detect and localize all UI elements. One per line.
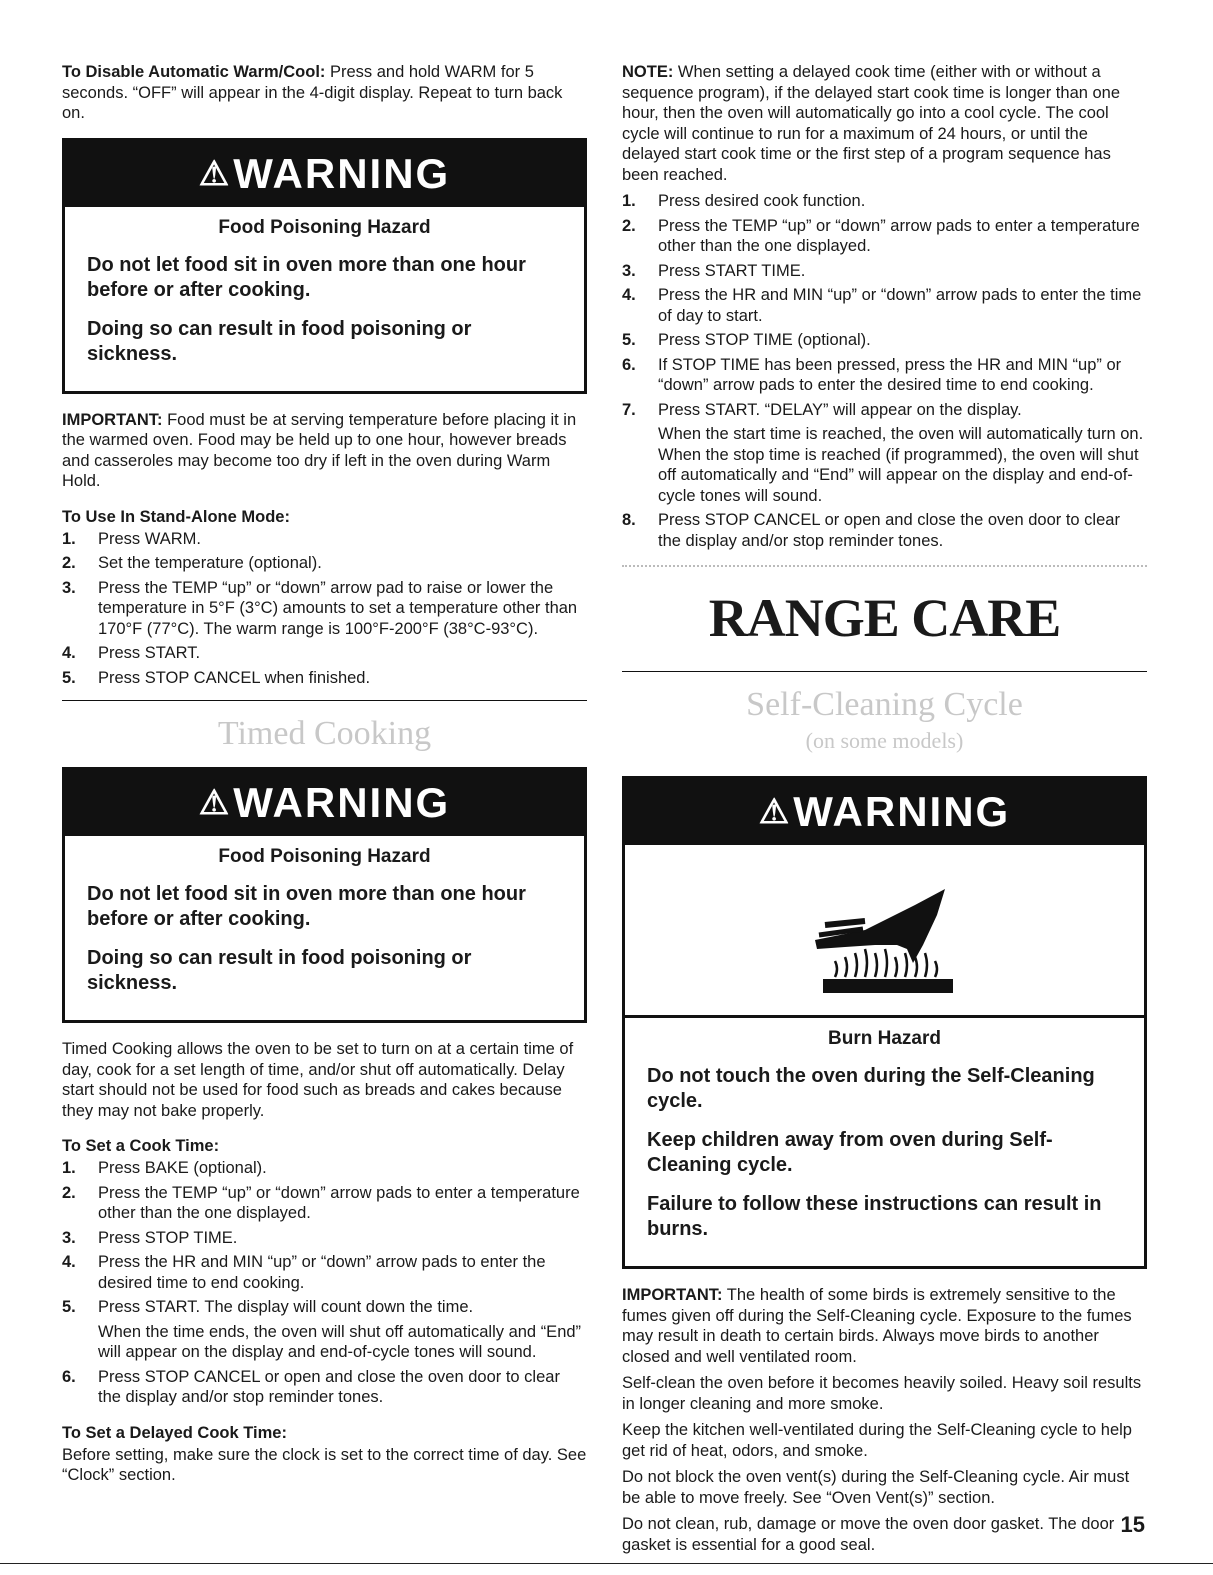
step-number: 3. xyxy=(622,261,636,280)
section-divider xyxy=(62,700,587,701)
disable-warm-paragraph xyxy=(62,62,587,124)
list-item xyxy=(622,400,1147,507)
step-text: Press START. xyxy=(98,644,201,662)
dotted-divider xyxy=(622,565,1147,567)
step-text: Press STOP TIME. xyxy=(98,1228,238,1247)
step-number: 3. xyxy=(62,1228,76,1247)
warning-box-burn xyxy=(622,776,1147,1269)
list-item xyxy=(62,553,587,574)
step-text: Press the TEMP “up” or “down” arrow pad to raise or lower the temperature in 5°F (3°C) amounts to set a temperature other than 170°F (77°C). The warm range is 100°F-200°F (38°C-93°C). xyxy=(98,578,578,638)
warning-box-food-2 xyxy=(62,767,587,1023)
important-label: IMPORTANT: xyxy=(622,1286,723,1304)
warning-title: WARNING xyxy=(233,779,451,826)
list-item xyxy=(62,1367,587,1408)
step-number: 4. xyxy=(622,286,636,304)
step-number: 4. xyxy=(62,1253,76,1271)
list-item xyxy=(622,330,1147,351)
list-item xyxy=(62,1297,587,1363)
step-number: 5. xyxy=(62,668,76,687)
warning-message: Doing so can result in food poisoning or sickness. xyxy=(87,947,472,994)
disable-warm-text: Press and hold WARM for 5 seconds. “OFF” will appear in the 4-digit display. Repeat to turn back on. xyxy=(62,63,563,122)
warning-triangle-icon: ⚠ xyxy=(198,784,232,822)
step-text: Press desired cook function. xyxy=(658,192,866,210)
note-label: NOTE: xyxy=(622,63,674,81)
warning-header xyxy=(625,779,1144,845)
important-paragraph xyxy=(62,410,587,492)
delayed-cook-subheading: To Set a Delayed Cook Time: xyxy=(62,1423,287,1442)
range-care-title: RANGE CARE xyxy=(708,588,1061,648)
vent-paragraph: Do not block the oven vent(s) during the Self-Cleaning cycle. Air must be able to move freely. See “Oven Vent(s)” section. xyxy=(622,1468,1130,1507)
standalone-steps xyxy=(62,529,587,689)
list-item xyxy=(622,261,1147,282)
step-number: 2. xyxy=(622,216,636,235)
self-cleaning-heading: Self-Cleaning Cycle xyxy=(746,686,1023,723)
warning-header xyxy=(65,770,584,836)
section-divider xyxy=(622,671,1147,672)
step-number: 4. xyxy=(62,644,76,662)
step-text: Press WARM. xyxy=(98,529,201,548)
warning-title: WARNING xyxy=(233,149,451,197)
list-item xyxy=(622,510,1147,551)
warning-message: Failure to follow these instructions can result in burns. xyxy=(647,1193,1102,1240)
timed-cooking-intro: Timed Cooking allows the oven to be set to turn on at a certain time of day, cook for a set length of time, and/or shut off automatically. Delay start should not be used for food such as breads and cakes because they may not bake properly. xyxy=(62,1040,574,1120)
step-number: 1. xyxy=(622,192,636,210)
warning-message: Keep children away from oven during Self-Cleaning cycle. xyxy=(647,1129,1053,1176)
important-label: IMPORTANT: xyxy=(62,410,163,429)
step-number: 2. xyxy=(62,1183,76,1202)
important-text: The health of some birds is extremely sensitive to the fumes given off during the Self-Cleaning cycle. Exposure to the fumes may result in death to certain birds. Always move birds to another closed and well ventilated room. xyxy=(622,1286,1132,1366)
step-number: 8. xyxy=(622,511,636,529)
step-text: Press START TIME. xyxy=(658,261,806,280)
list-item xyxy=(62,578,587,640)
step-number: 7. xyxy=(622,400,636,419)
warning-message: Do not let food sit in oven more than one hour before or after cooking. xyxy=(87,253,526,301)
step-continuation: When the time ends, the oven will shut off automatically and “End” will appear on the display and end-of-cycle tones will sound. xyxy=(98,1322,582,1361)
step-text: Press STOP CANCEL or open and close the oven door to clear the display and/or stop reminder tones. xyxy=(658,511,1120,550)
self-cleaning-subheading: (on some models) xyxy=(805,728,964,753)
step-number: 1. xyxy=(62,1159,76,1177)
step-text: Press STOP CANCEL or open and close the oven door to clear the display and/or stop reminder tones. xyxy=(98,1367,560,1406)
cook-time-steps xyxy=(62,1158,587,1408)
warning-message: Do not let food sit in oven more than one hour before or after cooking. xyxy=(87,883,526,930)
important-text: Food must be at serving temperature before placing it in the warmed oven. Food may be held up to one hour, however breads and casseroles may become too dry if left in the oven during Warm Hold. xyxy=(62,410,577,490)
footer-rule xyxy=(0,1563,1213,1564)
list-item xyxy=(62,1228,587,1249)
warning-message: Doing so can result in food poisoning or sickness. xyxy=(87,317,472,365)
delayed-cook-intro: Before setting, make sure the clock is set to the correct time of day. See “Clock” section. xyxy=(62,1445,587,1484)
warning-triangle-icon: ⚠ xyxy=(198,154,232,193)
warning-header xyxy=(65,141,584,207)
step-number: 2. xyxy=(62,554,76,572)
important-paragraph xyxy=(622,1285,1147,1367)
list-item xyxy=(62,1252,587,1293)
step-text: Press BAKE (optional). xyxy=(98,1159,267,1177)
timed-cooking-heading: Timed Cooking xyxy=(217,715,432,752)
step-text: Press STOP CANCEL when finished. xyxy=(98,668,371,687)
step-text: Press START. “DELAY” will appear on the display. xyxy=(658,400,1022,419)
step-continuation: When the start time is reached, the oven will automatically turn on. When the stop time is reached (if programmed), the oven will shut off automatically and “End” will appear on the display and end-of-cycle tones will sound. xyxy=(658,425,1144,505)
step-number: 3. xyxy=(62,578,76,597)
ventilation-paragraph: Keep the kitchen well-ventilated during the Self-Cleaning cycle to help get rid of heat, odors, and smoke. xyxy=(622,1421,1132,1460)
list-item xyxy=(622,285,1147,326)
burn-hazard-icon xyxy=(625,845,1144,1015)
left-column xyxy=(62,62,587,1492)
step-text: Press START. The display will count down the time. xyxy=(98,1298,474,1316)
step-number: 1. xyxy=(62,529,76,548)
step-text: If STOP TIME has been pressed, press the HR and MIN “up” or “down” arrow pads to enter the desired time to end cooking. xyxy=(658,355,1122,394)
list-item xyxy=(622,216,1147,257)
step-number: 6. xyxy=(62,1367,76,1386)
list-item xyxy=(62,529,587,550)
step-text: Set the temperature (optional). xyxy=(98,554,322,572)
list-item xyxy=(622,191,1147,212)
step-number: 6. xyxy=(622,355,636,374)
step-text: Press the TEMP “up” or “down” arrow pads to enter a temperature other than the one displayed. xyxy=(658,216,1140,255)
delayed-cook-steps xyxy=(622,191,1147,551)
note-paragraph xyxy=(622,62,1147,185)
warning-title: WARNING xyxy=(793,788,1011,835)
list-item xyxy=(62,668,587,689)
step-text: Press the TEMP “up” or “down” arrow pads to enter a temperature other than the one displayed. xyxy=(98,1183,580,1222)
hazard-title: Burn Hazard xyxy=(828,1028,941,1049)
step-number: 5. xyxy=(622,331,636,349)
gasket-paragraph: Do not clean, rub, damage or move the oven door gasket. The door gasket is essential for a good seal. xyxy=(622,1515,1115,1554)
list-item xyxy=(62,1183,587,1224)
warning-box-food-1 xyxy=(62,138,587,394)
step-number: 5. xyxy=(62,1298,76,1316)
warning-message: Do not touch the oven during the Self-Cleaning cycle. xyxy=(647,1065,1095,1112)
standalone-subheading: To Use In Stand-Alone Mode: xyxy=(62,507,290,526)
right-column xyxy=(622,62,1147,1561)
hazard-title: Food Poisoning Hazard xyxy=(218,216,431,238)
self-clean-paragraph: Self-clean the oven before it becomes heavily soiled. Heavy soil results in longer cleaning and more smoke. xyxy=(622,1374,1142,1413)
step-text: Press STOP TIME (optional). xyxy=(658,331,871,349)
list-item xyxy=(62,643,587,664)
note-text: When setting a delayed cook time (either with or without a sequence program), if the delayed start cook time is longer than one hour, then the oven will automatically go into a cool cycle. The cool cycle will continue to run for a maximum of 24 hours, or until the delayed start cook time or the first step of a program sequence has been reached. xyxy=(622,63,1121,184)
step-text: Press the HR and MIN “up” or “down” arrow pads to enter the time of day to start. xyxy=(658,286,1142,325)
step-text: Press the HR and MIN “up” or “down” arrow pads to enter the desired time to end cooking. xyxy=(98,1253,546,1292)
hazard-title: Food Poisoning Hazard xyxy=(218,846,431,867)
warning-triangle-icon: ⚠ xyxy=(758,793,792,831)
page-number: 15 xyxy=(1120,1512,1145,1537)
list-item xyxy=(622,355,1147,396)
cook-time-subheading: To Set a Cook Time: xyxy=(62,1137,220,1155)
list-item xyxy=(62,1158,587,1179)
disable-warm-label: To Disable Automatic Warm/Cool: xyxy=(62,63,326,81)
